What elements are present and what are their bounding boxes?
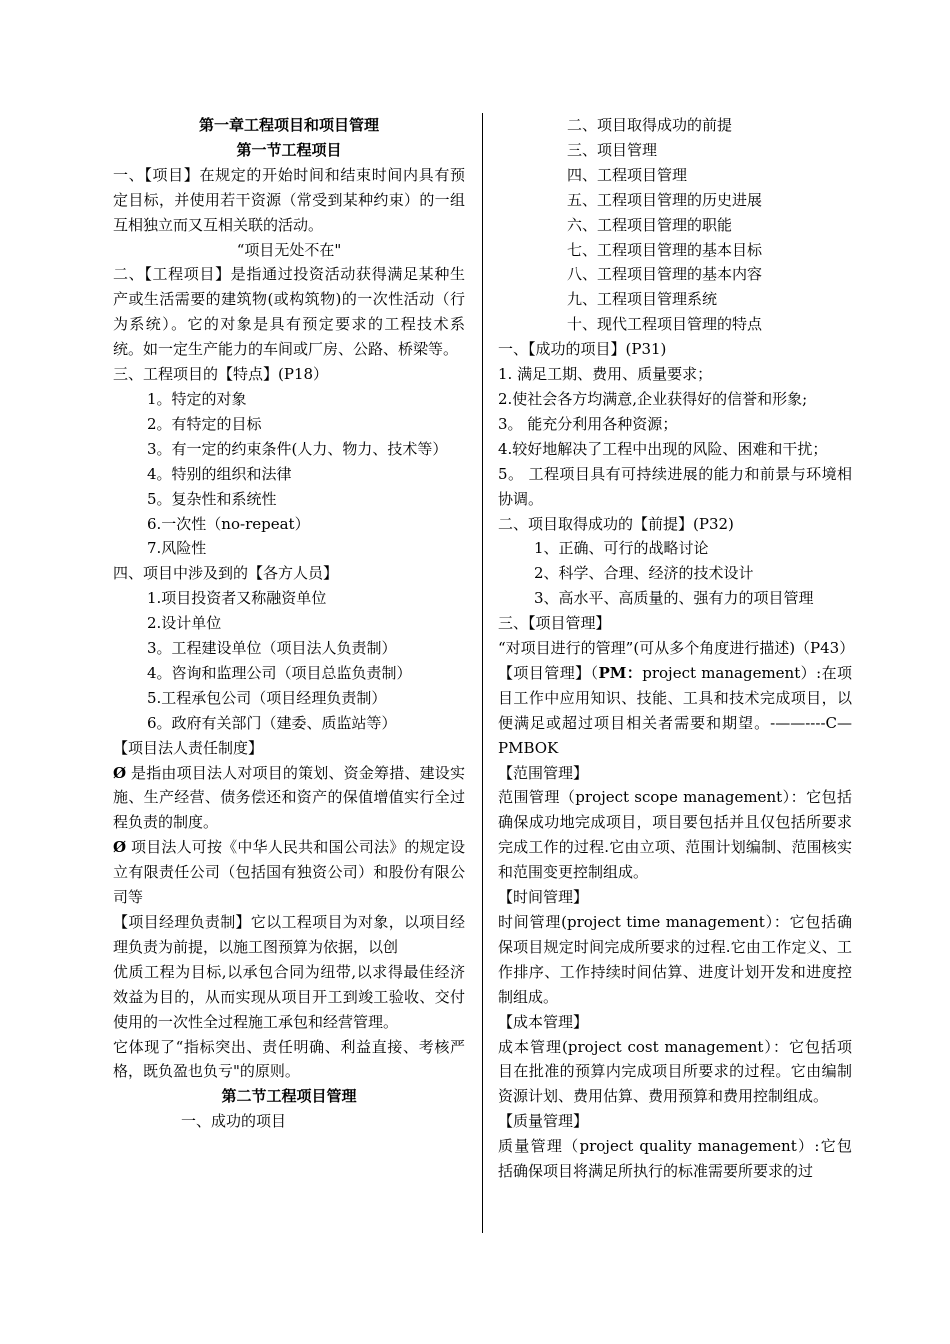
legal-bullet — [113, 761, 465, 836]
cost-heading: 【成本管理】 — [498, 1012, 589, 1031]
column-divider — [482, 113, 483, 1233]
engineering-project-definition: 二、【工程项目】是指通过投资活动获得满足某种生产或生活需要的建筑物(或构筑物)的一次性活动（行为系统）。它的对象是具有预定要求的工程技术系统。如一定生产能力的车间或厂房、公路、桥梁等。 — [113, 265, 465, 359]
toc-item: 六、工程项目管理的职能 — [567, 215, 733, 234]
pm-definition — [498, 661, 852, 761]
pm-responsibility: 【项目经理负责制】它以工程项目为对象，以项目经理负责为前提，以施工图预算为依据，以创 — [113, 913, 465, 956]
quality-text: 质量管理（project quality management）:它包括确保项目将满足所执行的标准需要所要求的过 — [498, 1137, 852, 1181]
feature-item: 1。特定的对象 — [147, 389, 247, 408]
toc-item: 七、工程项目管理的基本目标 — [567, 240, 763, 259]
cost-text: 成本管理(project cost management）：它包括项目在批准的预算内完成项目所要求的过程。它由编制资源计划、费用估算、费用预算和费用控制组成。 — [498, 1037, 852, 1106]
legal-bullet-text: 是指由项目法人对项目的策划、资金筹措、建设实施、生产经营、债务偿还和资产的保值增值实行全过程负责的制度。 — [113, 763, 465, 832]
toc-item: 五、工程项目管理的历史进展 — [567, 190, 763, 209]
section1-title: 第一节工程项目 — [236, 140, 342, 159]
success-item: 2.使社会各方均满意,企业获得好的信誉和形象; — [498, 389, 808, 408]
pm-responsibility-cont: 优质工程为目标,以承包合同为纽带,以求得最佳经济效益为目的，从而实现从项目开工到竣工验收、交付使用的一次性全过程施工承包和经营管理。 — [113, 962, 465, 1031]
party-item: 4。咨询和监理公司（项目总监负责制） — [147, 663, 412, 682]
pm-def-lead: 【项目管理】（ — [498, 663, 599, 682]
premise-heading: 二、项目取得成功的【前提】(P32) — [498, 514, 734, 533]
pm-def-abbr: PM： — [598, 663, 643, 682]
party-item: 3。工程建设单位（项目法人负责制） — [147, 639, 397, 658]
success-item: 4.较好地解决了工程中出现的风险、困难和干扰； — [498, 439, 828, 458]
party-item: 5.工程承包公司（项目经理负责制） — [147, 688, 387, 707]
success-item: 5。 工程项目具有可持续进展的能力和前景与环境相协调。 — [498, 464, 852, 508]
feature-item: 2。有特定的目标 — [147, 414, 262, 433]
toc-item: 三、项目管理 — [567, 140, 658, 159]
pm-responsibility-principle: 它体现了“指标突出、责任明确、利益直接、考核严格，既负盈也负亏"的原则。 — [113, 1037, 465, 1081]
right-column — [498, 113, 855, 1184]
premise-item: 3、高水平、高质量的、强有力的项目管理 — [534, 589, 814, 608]
success-item: 1. 满足工期、费用、质量要求； — [498, 365, 713, 384]
feature-item: 7.风险性 — [147, 539, 207, 558]
left-column — [113, 113, 465, 1134]
feature-item: 6.一次性（no-repeat） — [147, 514, 310, 533]
features-heading: 三、工程项目的【特点】(P18） — [113, 365, 329, 384]
section2-title: 第二节工程项目管理 — [221, 1087, 357, 1106]
pm-def-text: project management）:在项目工作中应用知识、技能、工具和技术完成项目，以便满足或超过项目相关者需要和期望。-——----C—PMBOK — [498, 663, 853, 757]
premise-item: 2、科学、合理、经济的技术设计 — [534, 564, 754, 583]
project-definition: 一、【项目】在规定的开始时间和结束时间内具有预定目标，并使用若干资源（常受到某种约束）的一组互相独立而又互相关联的活动。 — [113, 165, 465, 234]
toc-item: 九、工程项目管理系统 — [567, 290, 718, 309]
legal-person-heading: 【项目法人责任制度】 — [113, 738, 264, 757]
quality-heading: 【质量管理】 — [498, 1112, 589, 1131]
toc-item: 十、现代工程项目管理的特点 — [567, 315, 763, 334]
bullet-marker: Ø — [113, 763, 127, 782]
toc-item: 二、项目取得成功的前提 — [567, 116, 733, 134]
party-item: 2.设计单位 — [147, 614, 222, 633]
toc-item: 一、成功的项目 — [181, 1112, 287, 1131]
feature-item: 4。特别的组织和法律 — [147, 464, 292, 483]
feature-item: 5。复杂性和系统性 — [147, 489, 277, 508]
success-item: 3。 能充分利用各种资源； — [498, 414, 678, 433]
scope-text: 范围管理（project scope management）：它包括确保成功地完成项目，项目要包括并且仅包括所要求完成工作的过程.它由立项、范围计划编制、范围核实和范围变更控制组成。 — [498, 788, 852, 882]
time-text: 时间管理(project time management）：它包括确保项目规定时间完成所要求的过程.它由工作定义、工作排序、工作持续时间估算、进度计划开发和进度控制组成。 — [498, 913, 852, 1006]
success-heading: 一、【成功的项目】(P31) — [498, 340, 667, 359]
bullet-marker: Ø — [113, 838, 127, 857]
parties-heading: 四、项目中涉及到的【各方人员】 — [113, 564, 339, 583]
toc-item: 四、工程项目管理 — [567, 165, 688, 184]
premise-item: 1、正确、可行的战略讨论 — [534, 539, 709, 558]
feature-item: 3。有一定的约束条件(人力、物力、技术等） — [147, 439, 448, 458]
chapter-title: 第一章工程项目和项目管理 — [198, 116, 379, 134]
toc-item: 八、工程项目管理的基本内容 — [567, 265, 763, 284]
pm-heading: 三、【项目管理】 — [498, 614, 611, 633]
legal-bullet-text: 项目法人可按《中华人民共和国公司法》的规定设立有限责任公司（包括国有独资公司）和股份有限公司等 — [113, 838, 465, 907]
legal-bullet — [113, 835, 465, 910]
party-item: 1.项目投资者又称融资单位 — [147, 589, 327, 608]
scope-heading: 【范围管理】 — [498, 763, 589, 782]
project-quote: “项目无处不在" — [236, 240, 342, 259]
party-item: 6。政府有关部门（建委、质监站等） — [147, 713, 397, 732]
pm-quote: “对项目进行的管理”(可从多个角度进行描述)（P43） — [498, 639, 855, 658]
time-heading: 【时间管理】 — [498, 888, 589, 907]
